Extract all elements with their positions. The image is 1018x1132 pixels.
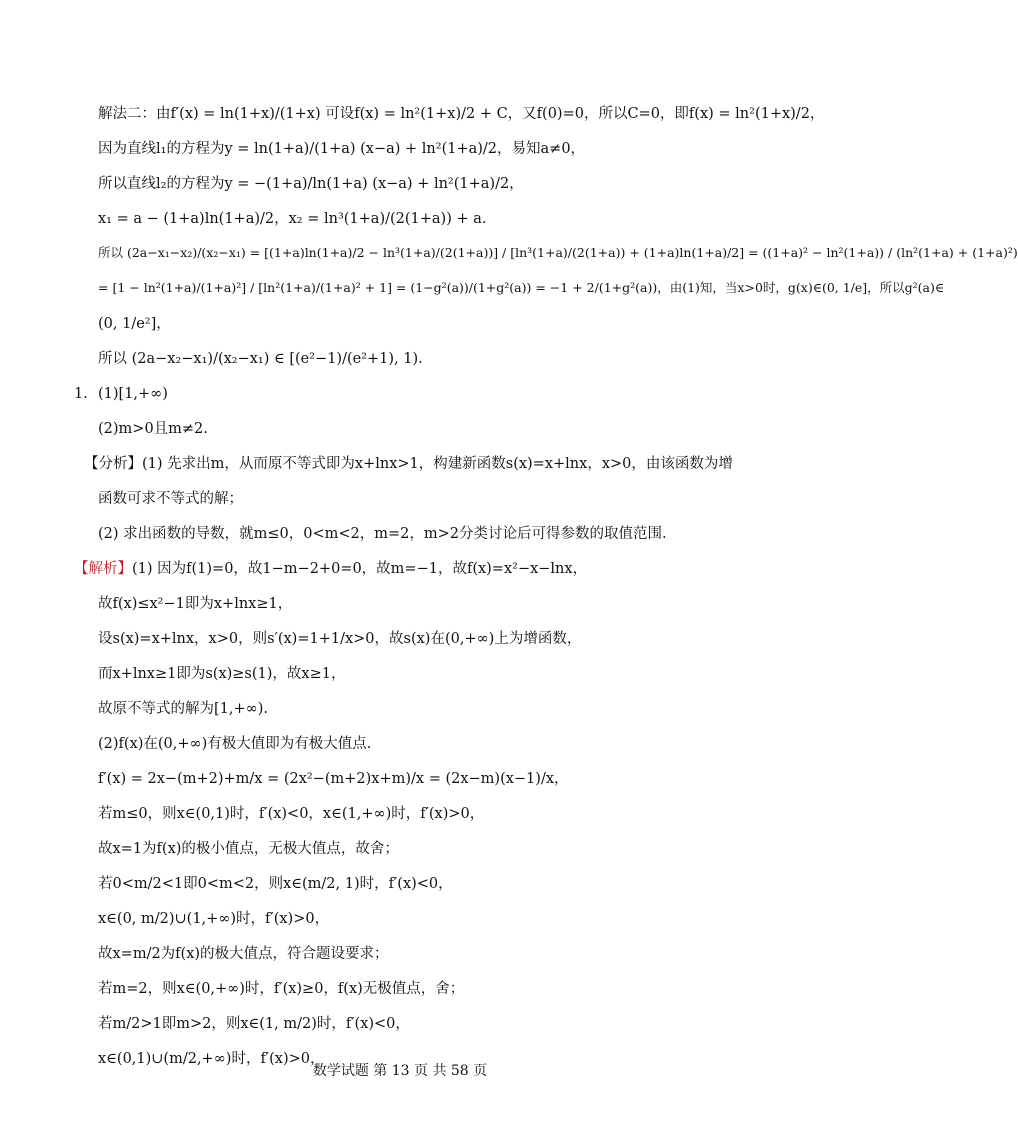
solution-line-11: x∈(0, m/2)∪(1,+∞)时，f′(x)>0， bbox=[98, 911, 330, 927]
page-content bbox=[74, 106, 1018, 1086]
page-footer: 数学试题 第 13 页 共 58 页 bbox=[312, 1063, 488, 1079]
solution-line-7: f′(x) = 2x−(m+2)+m/x = (2x²−(m+2)x+m)/x = (2x−m)(x−1)/x， bbox=[98, 771, 569, 787]
line-ratio-1: 所以 (2a−x₁−x₂)/(x₂−x₁) = [(1+a)ln(1+a)/2 − ln³(1+a)/(2(1+a))] / [ln³(1+a)/(2(1+a)) + (1+a)ln(1+a)/2] = ((1+a)² − ln²(1+a)) / (ln²(1+a) + (1+a)²) bbox=[98, 245, 1018, 260]
problem-number: 1. bbox=[74, 386, 88, 402]
analysis-line-3: (2) 求出函数的导数，就m≤0，0<m<2，m=2，m>2分类讨论后可得参数的取值范围. bbox=[98, 526, 667, 542]
analysis-line-2: 函数可求不等式的解； bbox=[98, 491, 243, 507]
solution-line-8: 若m≤0，则x∈(0,1)时，f′(x)<0，x∈(1,+∞)时，f′(x)>0， bbox=[98, 806, 485, 822]
solution-line-14: 若m/2>1即m>2，则x∈(1, m/2)时，f′(x)<0， bbox=[98, 1016, 410, 1032]
line-l2-equation: 所以直线l₂的方程为y = −(1+a)/ln(1+a) (x−a) + ln²(1+a)/2， bbox=[98, 176, 524, 192]
line-x1-x2: x₁ = a − (1+a)ln(1+a)/2，x₂ = ln³(1+a)/(2(1+a)) + a. bbox=[98, 211, 487, 227]
answer-part1: (1)[1,+∞) bbox=[98, 386, 168, 402]
line-ratio-result: 所以 (2a−x₂−x₁)/(x₂−x₁) ∈ [(e²−1)/(e²+1), 1). bbox=[98, 351, 423, 367]
solution-line-6: (2)f(x)在(0,+∞)有极大值即为有极大值点. bbox=[98, 736, 372, 752]
answer-1 bbox=[74, 386, 738, 408]
solution-line-3: 设s(x)=x+lnx，x>0，则s′(x)=1+1/x>0，故s(x)在(0,+∞)上为增函数， bbox=[98, 631, 582, 647]
solution-text-1: (1) 因为f(1)=0，故1−m−2+0=0，故m=−1，故f(x)=x²−x−lnx， bbox=[132, 561, 588, 577]
solution-line-10: 若0<m/2<1即0<m<2，则x∈(m/2, 1)时，f′(x)<0， bbox=[98, 876, 453, 892]
solution-line-1 bbox=[74, 561, 738, 583]
answer-2: (2)m>0且m≠2. bbox=[98, 421, 208, 437]
solution-line-15: x∈(0,1)∪(m/2,+∞)时，f′(x)>0， bbox=[98, 1051, 325, 1067]
solution-line-13: 若m=2，则x∈(0,+∞)时，f′(x)≥0，f(x)无极值点，舍； bbox=[98, 981, 465, 997]
analysis-text-1: (1) 先求出m，从而原不等式即为x+lnx>1，构建新函数s(x)=x+lnx，x>0，由该函数为增 bbox=[142, 456, 733, 472]
solution-line-4: 而x+lnx≥1即为s(x)≥s(1)，故x≥1， bbox=[98, 666, 346, 682]
solution-tag: 【解析】 bbox=[74, 561, 132, 577]
line-ratio-2: = [1 − ln²(1+a)/(1+a)²] / [ln²(1+a)/(1+a)² + 1] = (1−g²(a))/(1+g²(a)) = −1 + 2/(1+g²(a))，由(1)知，当x>0时，g(x)∈(0, 1/e]，所以g²(a)∈ bbox=[98, 280, 945, 295]
solution-line-5: 故原不等式的解为[1,+∞). bbox=[98, 701, 268, 717]
solution-line-12: 故x=m/2为f(x)的极大值点，符合题设要求； bbox=[98, 946, 389, 962]
solution-line-9: 故x=1为f(x)的极小值点，无极大值点，故舍； bbox=[98, 841, 399, 857]
line-solution2-intro: 解法二：由f′(x) = ln(1+x)/(1+x) 可设f(x) = ln²(1+x)/2 + C，又f(0)=0，所以C=0，即f(x) = ln²(1+x)/2， bbox=[98, 106, 825, 122]
solution-line-2: 故f(x)≤x²−1即为x+lnx≥1， bbox=[98, 596, 293, 612]
line-g-range: (0, 1/e²]， bbox=[98, 316, 171, 332]
line-l1-equation: 因为直线l₁的方程为y = ln(1+a)/(1+a) (x−a) + ln²(1+a)/2，易知a≠0， bbox=[98, 141, 586, 157]
analysis-line-1 bbox=[84, 456, 738, 478]
analysis-tag: 【分析】 bbox=[84, 456, 142, 472]
